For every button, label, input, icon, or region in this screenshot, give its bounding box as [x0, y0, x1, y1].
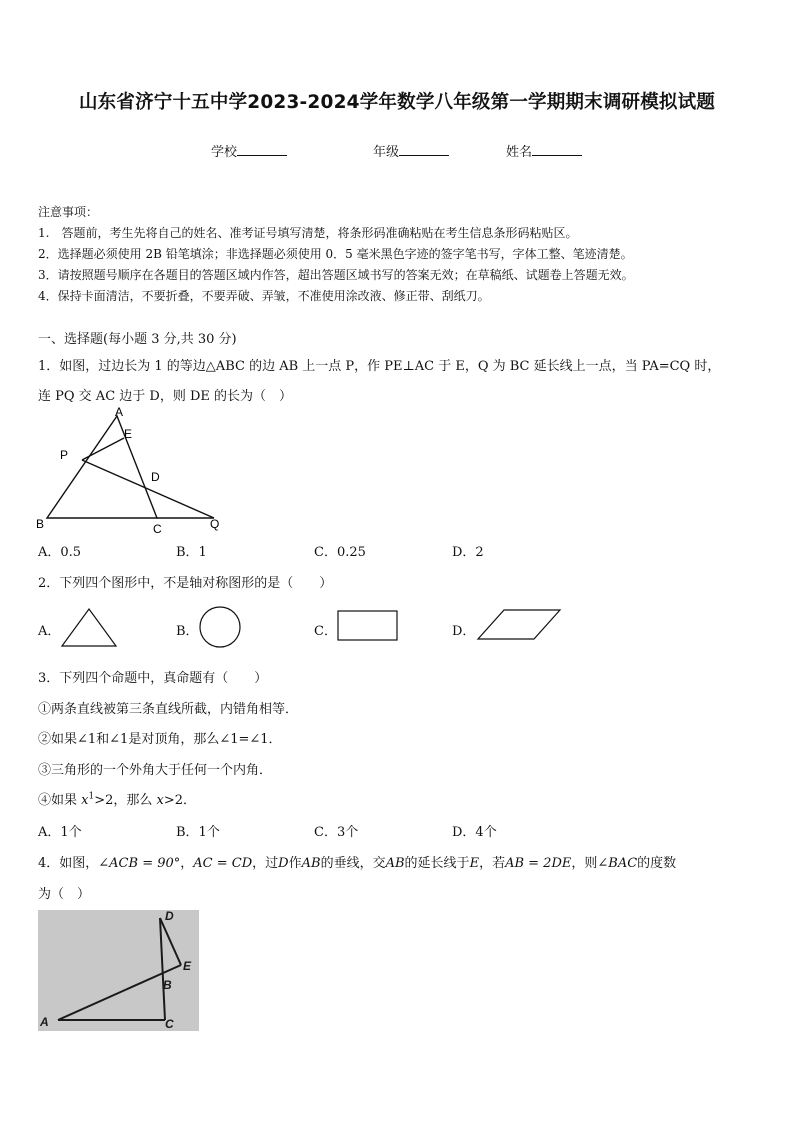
q3-option-a[interactable]: A．1个 — [38, 825, 82, 840]
q1-option-c[interactable]: C．0.25 — [314, 545, 366, 560]
q4-text-e: ，过 — [252, 856, 279, 871]
q1-label-e: E — [124, 427, 133, 441]
q4-label-e: E — [183, 959, 192, 973]
grade-blank[interactable] — [399, 143, 449, 156]
q3-item4-sup: 1 — [88, 791, 95, 802]
q3-item4-var1: x — [81, 793, 89, 808]
q4-label-c: C — [165, 1017, 174, 1031]
note-item-2: 2．选择题必须使用 2B 铅笔填涂；非选择题必须使用 0．5 毫米黑色字迹的签字笔书写，字体工整、笔迹清楚。 — [38, 247, 633, 261]
q2-circle-shape — [198, 606, 242, 650]
page-title: 山东省济宁十五中学2023-2024学年数学八年级第一学期期末调研模拟试题 — [78, 92, 716, 113]
q1-label-a: A — [115, 405, 124, 419]
q4-stem-line1 — [38, 852, 676, 871]
school-label: 学校 — [211, 145, 238, 160]
grade-field[interactable] — [373, 141, 449, 160]
name-field[interactable] — [506, 141, 582, 160]
q4-math-ab1: AB — [301, 856, 321, 871]
notes-heading: 注意事项： — [38, 205, 99, 219]
q1-label-c: C — [153, 522, 162, 536]
q1-label-p: P — [60, 448, 69, 462]
q4-text-m: ，若 — [479, 856, 506, 871]
q4-figure-photo — [38, 910, 199, 1031]
q2-option-d[interactable]: D． — [452, 624, 476, 639]
q3-option-c[interactable]: C．3个 — [314, 825, 359, 840]
q1-label-d: D — [151, 470, 160, 484]
q1-option-d[interactable]: D．2 — [452, 545, 484, 560]
q1-label-b: B — [36, 517, 45, 531]
section-heading: 一、选择题(每小题 3 分,共 30 分) — [38, 332, 237, 347]
q2-parallelogram-shape — [476, 609, 562, 641]
q2-option-b[interactable]: B． — [176, 624, 199, 639]
q2-rectangle-shape — [337, 610, 399, 642]
q3-item4-mid: >2，那么 — [94, 793, 157, 808]
q3-item4-suffix: >2． — [163, 793, 197, 808]
note-item-1: 1. 答题前，考生先将自己的姓名、准考证号填写清楚，将条形码准确粘贴在考生信息条形码粘贴区。 — [38, 226, 578, 240]
q3-item-3: ③三角形的一个外角大于任何一个内角． — [38, 763, 273, 778]
q4-math-d: D — [278, 856, 289, 871]
q1-segment-pe — [82, 438, 124, 460]
q2-option-a[interactable]: A． — [38, 624, 61, 639]
school-field[interactable] — [211, 141, 287, 160]
q1-stem-line1: 1．如图，过边长为 1 的等边△ABC 的边 AB 上一点 P，作 PE⊥AC 于 E，Q 为 BC 延长线上一点，当 PA=CQ 时， — [38, 359, 721, 374]
q4-label-b: B — [163, 978, 172, 992]
name-blank[interactable] — [532, 143, 582, 156]
q1-option-a[interactable]: A．0.5 — [38, 545, 82, 560]
q3-option-d[interactable]: D．4个 — [452, 825, 497, 840]
q3-item-4 — [38, 789, 196, 808]
q4-math-angle-bac: ∠BAC — [597, 856, 638, 871]
grade-label: 年级 — [373, 145, 400, 160]
q3-item4-var2: x — [156, 793, 164, 808]
q4-math-angle-acb: ∠ACB = 90° — [98, 856, 181, 871]
q1-stem-line2: 连 PQ 交 AC 边于 D，则 DE 的长为（ ） — [38, 389, 293, 404]
q4-math-ab-2de: AB = 2DE — [505, 856, 572, 871]
note-item-3: 3．请按照题号顺序在各题目的答题区域内作答，超出答题区域书写的答案无效；在草稿纸、试题卷上答题无效。 — [38, 268, 634, 282]
q4-text-c: ， — [180, 856, 194, 871]
q2-triangle-shape — [60, 606, 120, 648]
q1-option-b[interactable]: B．1 — [176, 545, 207, 560]
q1-segment-pq — [82, 460, 214, 518]
q4-text-a: 4．如图， — [38, 856, 99, 871]
q4-math-ac-cd: AC = CD — [193, 856, 253, 871]
q1-figure — [32, 404, 232, 539]
q3-stem: 3．下列四个命题中，真命题有（ ） — [38, 671, 268, 686]
q4-math-e: E — [469, 856, 480, 871]
q3-item-1: ①两条直线被第三条直线所截，内错角相等． — [38, 702, 299, 717]
q4-text-q: 的度数 — [637, 856, 677, 871]
name-label: 姓名 — [506, 145, 533, 160]
q4-stem-line2: 为（ ） — [38, 887, 91, 902]
q2-option-c[interactable]: C． — [314, 624, 337, 639]
q3-item-2: ②如果∠1和∠1是对顶角，那么∠1=∠1． — [38, 732, 282, 747]
q4-text-k: 的延长线于 — [404, 856, 470, 871]
q4-text-i: 的垂线，交 — [320, 856, 386, 871]
q4-text-g: 作 — [288, 856, 302, 871]
school-blank[interactable] — [237, 143, 287, 156]
q2-stem: 2．下列四个图形中，不是轴对称图形的是（ ） — [38, 576, 333, 591]
q4-math-ab2: AB — [385, 856, 405, 871]
q4-label-a: A — [40, 1015, 49, 1029]
q4-label-d: D — [165, 910, 174, 923]
q1-triangle-abc — [47, 416, 157, 518]
q3-item4-prefix: ④如果 — [38, 793, 82, 808]
q1-label-q: Q — [210, 517, 220, 531]
q3-option-b[interactable]: B．1个 — [176, 825, 220, 840]
q4-text-o: ，则 — [571, 856, 598, 871]
note-item-4: 4．保持卡面清洁，不要折叠，不要弄破、弄皱，不准使用涂改液、修正带、刮纸刀。 — [38, 289, 490, 303]
